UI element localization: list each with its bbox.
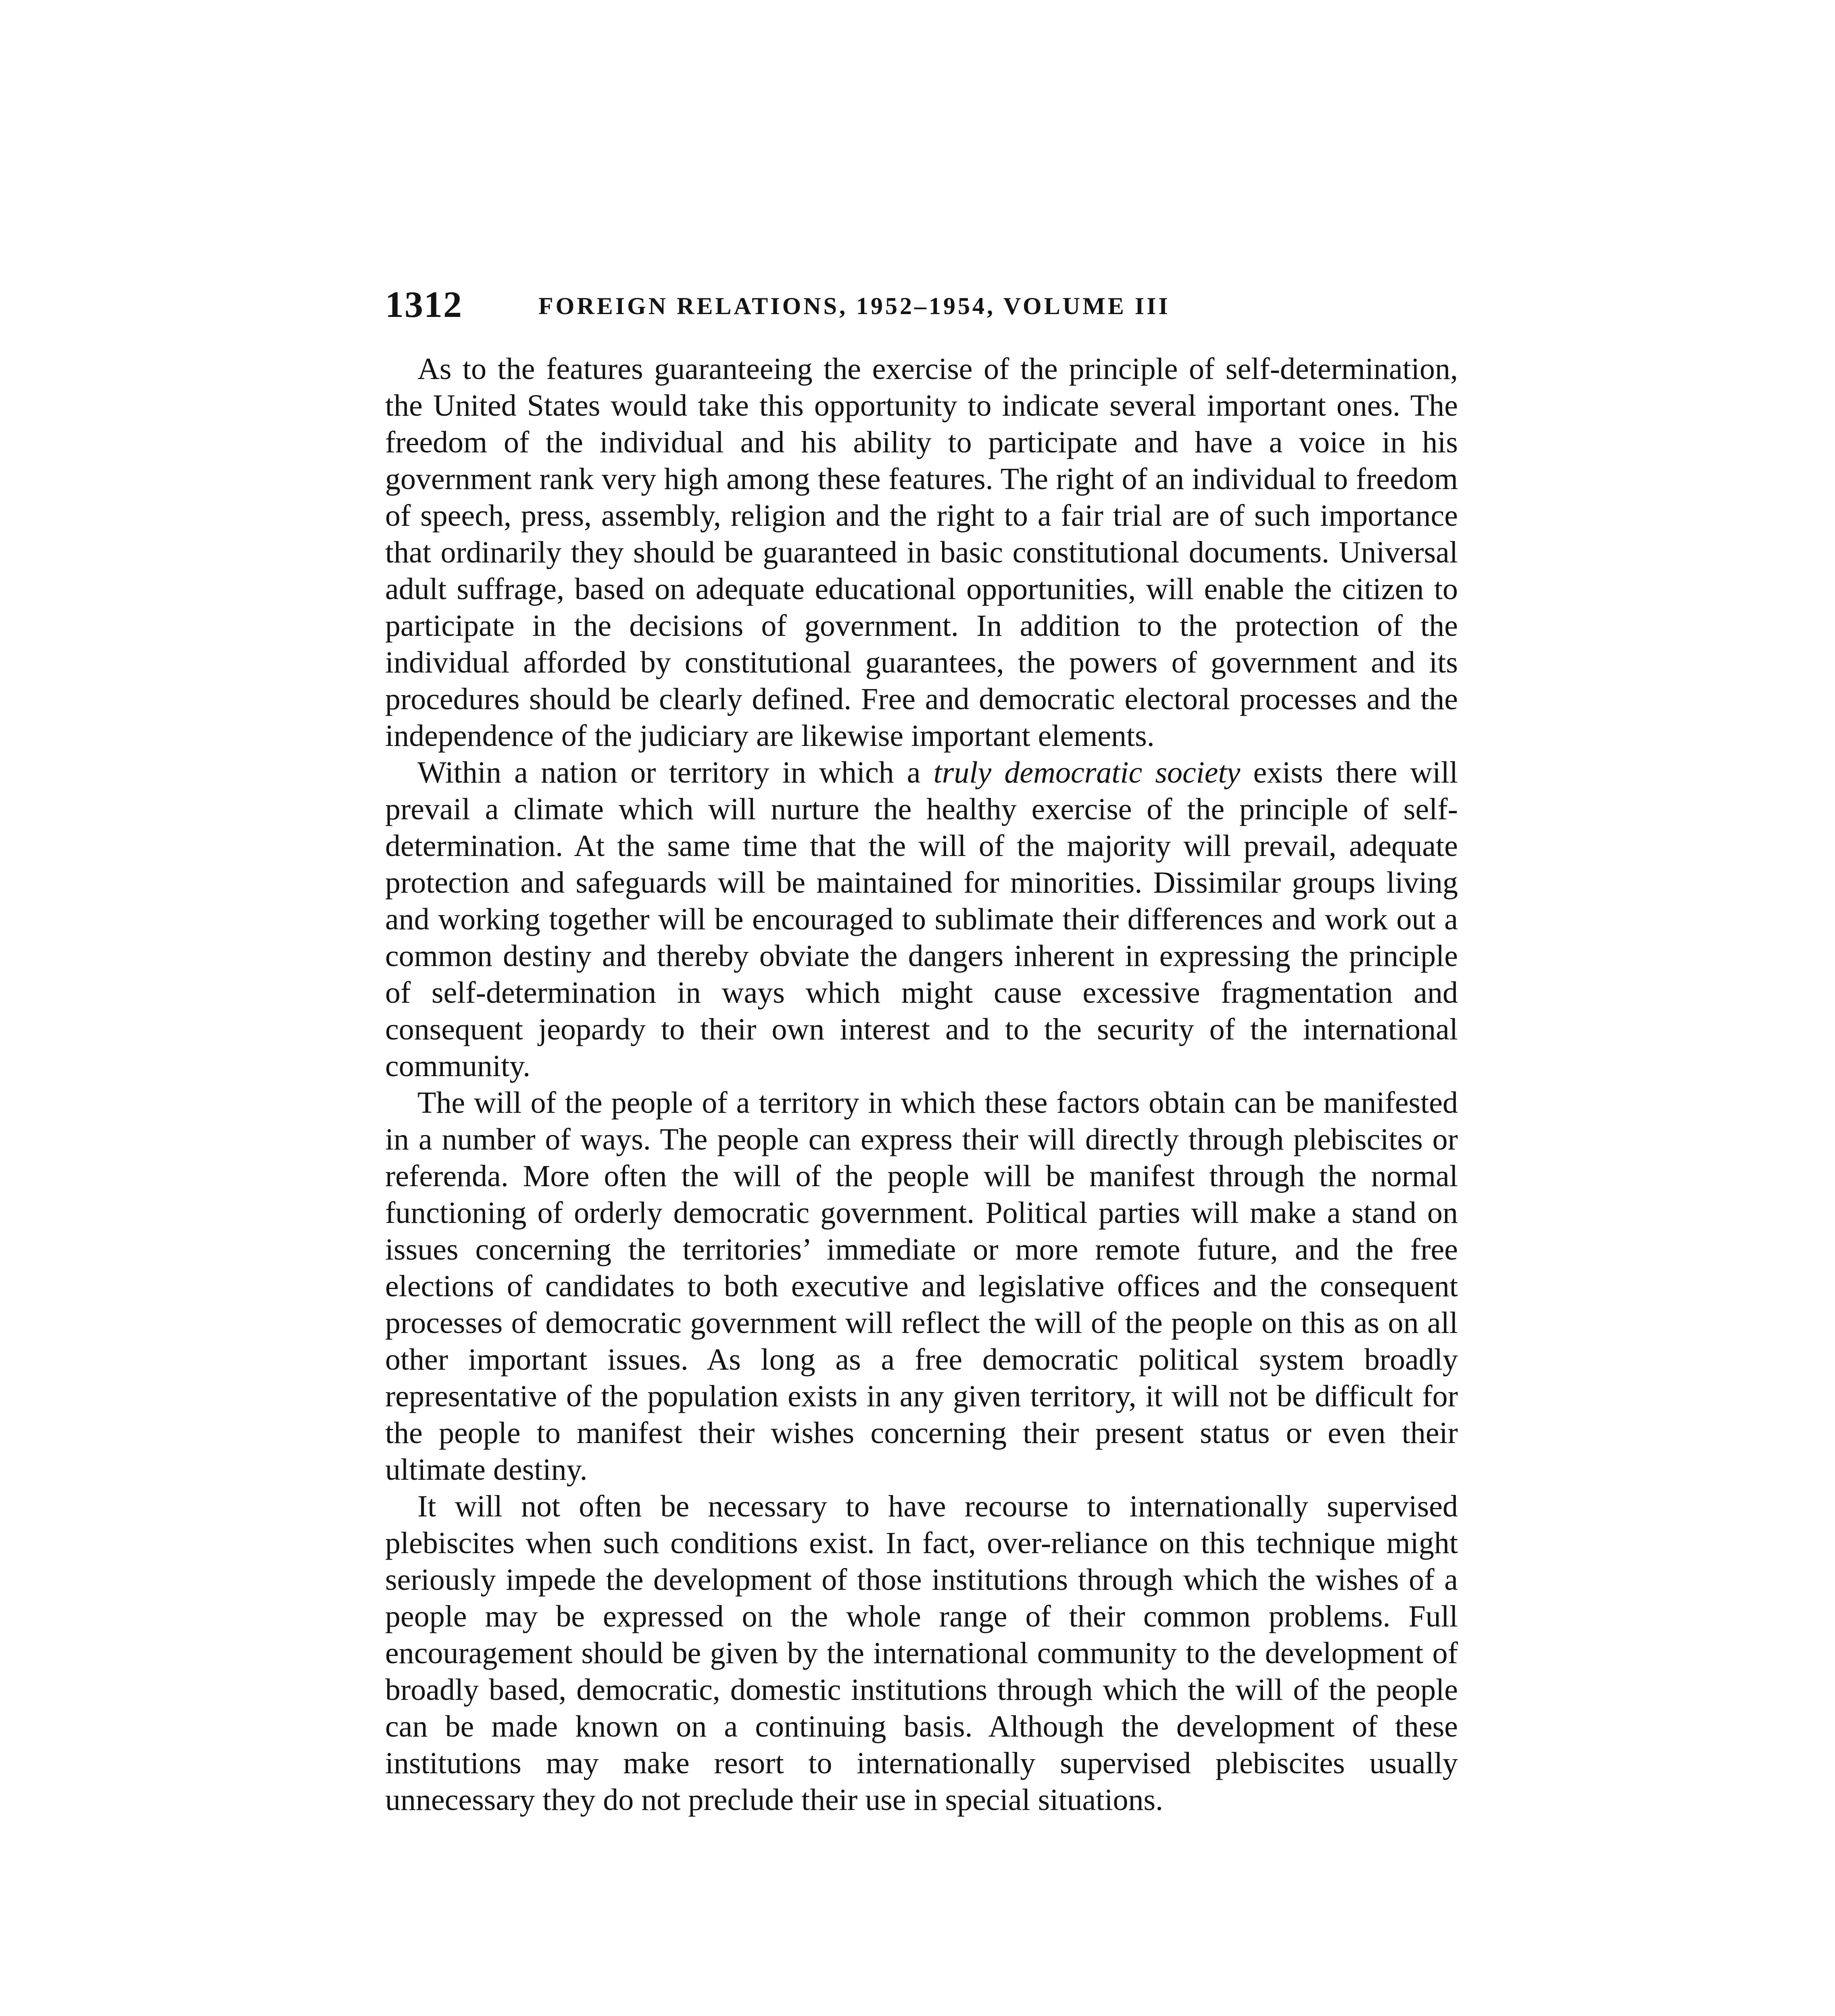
paragraph-democratic-society [385,754,1458,1085]
page-number: 1312 [385,284,463,325]
paragraph-will-of-the-people: The will of the people of a territory in which these factors obtain can be manifested in a number of ways. The people can express their will directly through plebiscites or referenda. More often the will of the people will be manifest through the normal functioning of orderly democratic government. Political parties will make a stand on issues concerning the territories’ immediate or more remote future, and the free elections of candidates to both executive and legislative offices and the consequent processes of democratic government will reflect the will of the people on this as on all other important issues. As long as a free democratic political system broadly representative of the population exists in any given territory, it will not be difficult for the people to manifest their wishes concerning their present status or even their ultimate destiny. [385,1086,1458,1487]
running-header [385,282,1458,327]
paragraph-text-segment: Within a nation or territory in which a [417,756,934,789]
running-title: FOREIGN RELATIONS, 1952–1954, VOLUME III [538,293,1170,319]
paragraph-self-determination-features: As to the features guaranteeing the exercise of the principle of self-determination, the United States would take this opportunity to indicate several important ones. The freedom of the individual and his ability to participate and have a voice in his government rank very high among these features. The right of an individual to freedom of speech, press, assembly, religion and the right to a fair trial are of such importance that ordinarily they should be guaranteed in basic constitutional documents. Universal adult suffrage, based on adequate educational opportunities, will enable the citizen to participate in the decisions of government. In addition to the protection of the individual afforded by constitutional guarantees, the powers of government and its procedures should be clearly defined. Free and democratic electoral processes and the independence of the judiciary are likewise important elements. [385,352,1458,753]
paragraph-plebiscites: It will not often be necessary to have recourse to internationally supervised plebiscites when such conditions exist. In fact, over-reliance on this technique might seriously impede the development of those institutions through which the wishes of a people may be expressed on the whole range of their common problems. Full encouragement should be given by the international community to the development of broadly based, democratic, domestic institutions through which the will of the people can be made known on a continuing basis. Although the development of these institutions may make resort to internationally supervised plebiscites usually unnecessary they do not preclude their use in special situations. [385,1489,1458,1817]
body-text [385,351,1458,1818]
paragraph-text-segment: exists there will prevail a climate which will nurture the healthy exercise of the principle of self-determination. At the same time that the will of the majority will prevail, adequate protection and safeguards will be maintained for minorities. Dissimilar groups living and working together will be encouraged to sublimate their differences and work out a common destiny and thereby obviate the dangers inherent in expressing the principle of self-determination in ways which might cause excessive fragmentation and consequent jeopardy to their own interest and to the security of the international community. [385,756,1458,1083]
italic-phrase: truly democratic society [933,756,1241,789]
